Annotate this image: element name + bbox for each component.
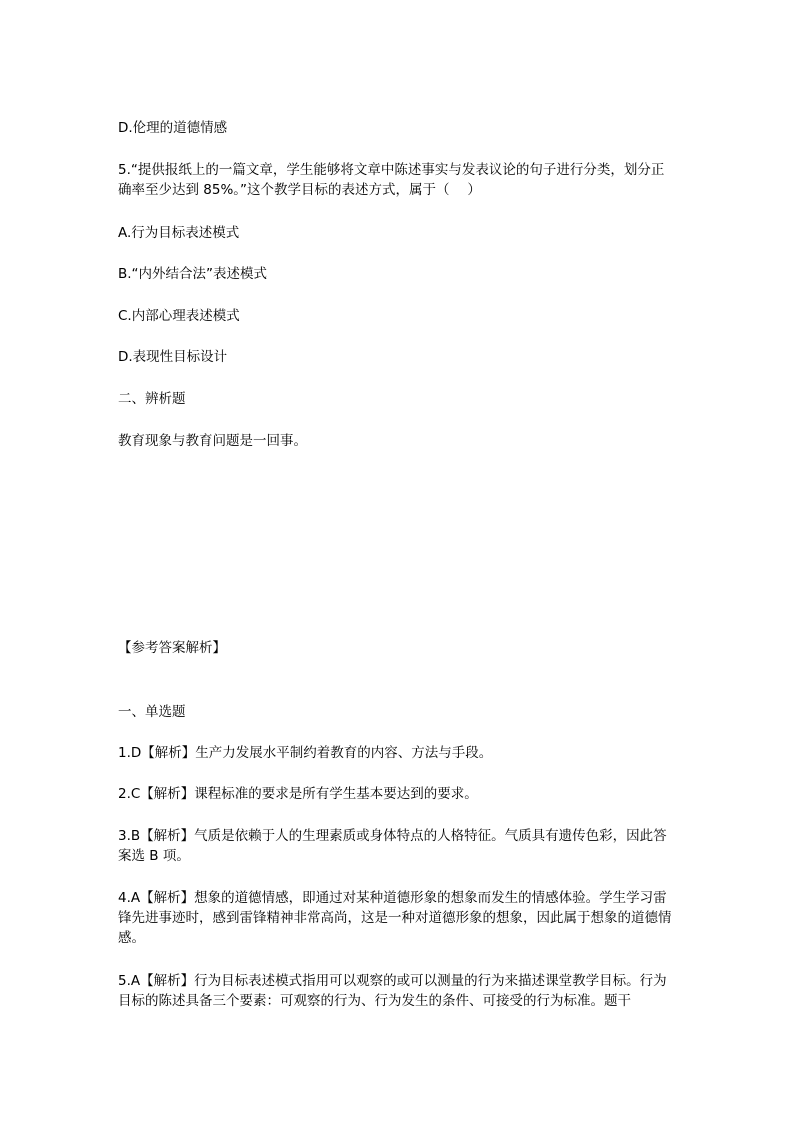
question-5-option-a: A.行为目标表述模式 bbox=[118, 225, 240, 241]
answer-item-5: 5.A【解析】行为目标表述模式指用可以观察的或可以测量的行为来描述课堂教学目标。行为目标的陈述具备三个要素：可观察的行为、行为发生的条件、可接受的行为标准。题干 bbox=[118, 973, 667, 1009]
answer-item-4: 4.A【解析】想象的道德情感，即通过对某种道德形象的想象而发生的情感体验。学生学习雷锋先进事迹时，感到雷锋精神非常高尚，这是一种对道德形象的想象，因此属于想象的道德情感。 bbox=[118, 890, 672, 946]
section-2-statement: 教育现象与教育问题是一回事。 bbox=[118, 433, 307, 449]
answer-item-3: 3.B【解析】气质是依赖于人的生理素质或身体特点的人格特征。气质具有遗传色彩，因此答案选 B 项。 bbox=[118, 828, 667, 864]
section-2-heading: 二、辨析题 bbox=[118, 391, 186, 407]
answer-item-2: 2.C【解析】课程标准的要求是所有学生基本要达到的要求。 bbox=[118, 786, 478, 802]
answer-item-1: 1.D【解析】生产力发展水平制约着教育的内容、方法与手段。 bbox=[118, 745, 493, 761]
question-5-option-c: C.内部心理表述模式 bbox=[118, 308, 240, 324]
question-5-option-d: D.表现性目标设计 bbox=[118, 349, 228, 365]
answers-section-heading: 一、单选题 bbox=[118, 704, 186, 720]
option-d-previous-question: D.伦理的道德情感 bbox=[118, 120, 228, 136]
question-5-stem: 5.“提供报纸上的一篇文章，学生能够将文章中陈述事实与发表议论的句子进行分类，划分正确率至少达到 85%。”这个教学目标的表述方式，属于（ ） bbox=[118, 162, 665, 198]
answers-title: 【参考答案解析】 bbox=[118, 640, 226, 656]
question-5-option-b: B.“内外结合法”表述模式 bbox=[118, 266, 268, 282]
